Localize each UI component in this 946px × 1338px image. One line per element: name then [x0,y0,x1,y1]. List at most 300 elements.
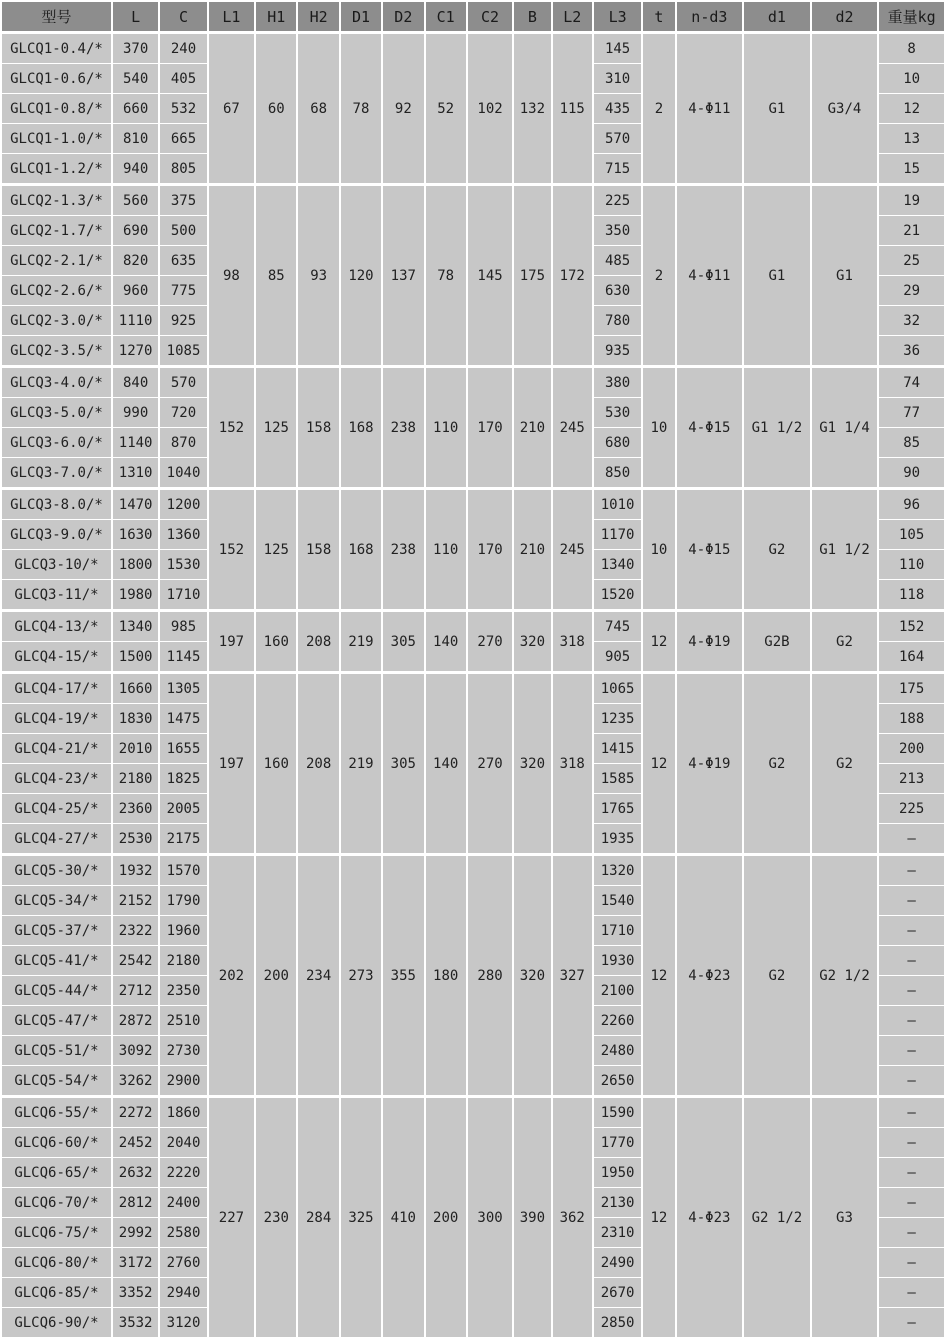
weight-cell: — [878,916,945,946]
shared-cell: 158 [297,367,339,489]
value-cell: 1065 [593,673,642,704]
weight-cell: 188 [878,704,945,734]
header-cell: d1 [743,1,811,33]
model-cell: GLCQ1-1.2/* [1,154,112,185]
weight-cell: 110 [878,550,945,580]
weight-cell: — [878,1188,945,1218]
header-cell: 重量kg [878,1,945,33]
shared-cell: 152 [208,367,255,489]
value-cell: 850 [593,458,642,489]
shared-cell: 245 [552,489,593,611]
shared-cell: G1 [743,33,811,185]
model-cell: GLCQ4-21/* [1,734,112,764]
shared-cell: 320 [513,673,551,855]
value-cell: 1660 [112,673,159,704]
weight-cell: — [878,1097,945,1128]
header-cell: H2 [297,1,339,33]
value-cell: 375 [159,185,207,216]
value-cell: 485 [593,246,642,276]
model-cell: GLCQ1-0.8/* [1,94,112,124]
shared-cell: G1 [743,185,811,367]
header-cell: D2 [382,1,424,33]
model-cell: GLCQ3-10/* [1,550,112,580]
value-cell: 530 [593,398,642,428]
header-cell: L2 [552,1,593,33]
shared-cell: 273 [340,855,382,1097]
value-cell: 1320 [593,855,642,886]
shared-cell: 320 [513,611,551,673]
shared-cell: 234 [297,855,339,1097]
value-cell: 1140 [112,428,159,458]
value-cell: 2100 [593,976,642,1006]
value-cell: 720 [159,398,207,428]
shared-cell: 170 [467,367,513,489]
shared-cell: 78 [340,33,382,185]
shared-cell: 140 [425,611,467,673]
weight-cell: 90 [878,458,945,489]
shared-cell: 152 [208,489,255,611]
value-cell: 2510 [159,1006,207,1036]
weight-cell: 12 [878,94,945,124]
value-cell: 840 [112,367,159,398]
shared-cell: 208 [297,611,339,673]
shared-cell: G2 [811,673,879,855]
shared-cell: G2B [743,611,811,673]
value-cell: 1270 [112,336,159,367]
weight-cell: 213 [878,764,945,794]
weight-cell: 25 [878,246,945,276]
shared-cell: 318 [552,673,593,855]
model-cell: GLCQ1-1.0/* [1,124,112,154]
value-cell: 660 [112,94,159,124]
shared-cell: 270 [467,673,513,855]
weight-cell: — [878,1218,945,1248]
value-cell: 2530 [112,824,159,855]
value-cell: 1980 [112,580,159,611]
value-cell: 3120 [159,1308,207,1338]
shared-cell: 4-Φ23 [676,855,744,1097]
model-cell: GLCQ4-27/* [1,824,112,855]
weight-cell: 175 [878,673,945,704]
shared-cell: G3/4 [811,33,879,185]
shared-cell: 125 [255,367,297,489]
shared-cell: 12 [642,855,675,1097]
model-cell: GLCQ2-1.3/* [1,185,112,216]
value-cell: 810 [112,124,159,154]
value-cell: 3262 [112,1066,159,1097]
weight-cell: — [878,1278,945,1308]
shared-cell: G1 1/2 [811,489,879,611]
shared-cell: 145 [467,185,513,367]
header-cell: H1 [255,1,297,33]
model-cell: GLCQ4-19/* [1,704,112,734]
shared-cell: 140 [425,673,467,855]
model-cell: GLCQ4-15/* [1,642,112,673]
model-cell: GLCQ6-90/* [1,1308,112,1338]
header-cell: 型号 [1,1,112,33]
value-cell: 680 [593,428,642,458]
value-cell: 350 [593,216,642,246]
weight-cell: — [878,1248,945,1278]
header-cell: C [159,1,207,33]
shared-cell: 390 [513,1097,551,1338]
model-cell: GLCQ3-6.0/* [1,428,112,458]
model-cell: GLCQ4-23/* [1,764,112,794]
value-cell: 990 [112,398,159,428]
value-cell: 630 [593,276,642,306]
weight-cell: 85 [878,428,945,458]
value-cell: 715 [593,154,642,185]
shared-cell: 12 [642,673,675,855]
value-cell: 2130 [593,1188,642,1218]
header-cell: D1 [340,1,382,33]
shared-cell: 125 [255,489,297,611]
value-cell: 925 [159,306,207,336]
shared-cell: G3 [811,1097,879,1338]
model-cell: GLCQ1-0.4/* [1,33,112,64]
value-cell: 2480 [593,1036,642,1066]
shared-cell: 284 [297,1097,339,1338]
value-cell: 2360 [112,794,159,824]
value-cell: 560 [112,185,159,216]
value-cell: 2760 [159,1248,207,1278]
shared-cell: 10 [642,489,675,611]
value-cell: 1470 [112,489,159,520]
shared-cell: G2 1/2 [743,1097,811,1338]
shared-cell: G2 [743,673,811,855]
shared-cell: 210 [513,489,551,611]
shared-cell: 68 [297,33,339,185]
value-cell: 1710 [159,580,207,611]
model-cell: GLCQ3-7.0/* [1,458,112,489]
value-cell: 240 [159,33,207,64]
shared-cell: 110 [425,489,467,611]
value-cell: 1950 [593,1158,642,1188]
weight-cell: 21 [878,216,945,246]
value-cell: 1520 [593,580,642,611]
header-row [1,1,945,33]
weight-cell: — [878,1128,945,1158]
header-cell: L1 [208,1,255,33]
shared-cell: 4-Φ19 [676,673,744,855]
value-cell: 1540 [593,886,642,916]
model-cell: GLCQ6-75/* [1,1218,112,1248]
shared-cell: 4-Φ11 [676,185,744,367]
weight-cell: — [878,946,945,976]
shared-cell: 210 [513,367,551,489]
shared-cell: 110 [425,367,467,489]
value-cell: 1585 [593,764,642,794]
shared-cell: G2 1/2 [811,855,879,1097]
shared-cell: 325 [340,1097,382,1338]
shared-cell: 238 [382,489,424,611]
value-cell: 405 [159,64,207,94]
value-cell: 3352 [112,1278,159,1308]
value-cell: 820 [112,246,159,276]
shared-cell: G1 1/4 [811,367,879,489]
shared-cell: 300 [467,1097,513,1338]
value-cell: 2670 [593,1278,642,1308]
value-cell: 3092 [112,1036,159,1066]
shared-cell: 208 [297,673,339,855]
value-cell: 2350 [159,976,207,1006]
shared-cell: 200 [255,855,297,1097]
value-cell: 2400 [159,1188,207,1218]
value-cell: 2452 [112,1128,159,1158]
value-cell: 1360 [159,520,207,550]
value-cell: 1570 [159,855,207,886]
shared-cell: 280 [467,855,513,1097]
value-cell: 635 [159,246,207,276]
shared-cell: 98 [208,185,255,367]
value-cell: 2632 [112,1158,159,1188]
value-cell: 2152 [112,886,159,916]
shared-cell: 219 [340,673,382,855]
table-row [1,855,945,886]
shared-cell: 318 [552,611,593,673]
model-cell: GLCQ5-34/* [1,886,112,916]
model-cell: GLCQ3-4.0/* [1,367,112,398]
weight-cell: 96 [878,489,945,520]
value-cell: 1040 [159,458,207,489]
model-cell: GLCQ5-30/* [1,855,112,886]
header-cell: L3 [593,1,642,33]
model-cell: GLCQ6-65/* [1,1158,112,1188]
shared-cell: 2 [642,185,675,367]
table-row [1,33,945,64]
shared-cell: 270 [467,611,513,673]
shared-cell: 4-Φ15 [676,489,744,611]
shared-cell: 12 [642,611,675,673]
shared-cell: 10 [642,367,675,489]
value-cell: 2322 [112,916,159,946]
value-cell: 690 [112,216,159,246]
weight-cell: 74 [878,367,945,398]
model-cell: GLCQ5-37/* [1,916,112,946]
header-cell: C2 [467,1,513,33]
table-row [1,185,945,216]
header-cell: C1 [425,1,467,33]
model-cell: GLCQ3-5.0/* [1,398,112,428]
weight-cell: 29 [878,276,945,306]
shared-cell: 327 [552,855,593,1097]
weight-cell: 105 [878,520,945,550]
weight-cell: 10 [878,64,945,94]
value-cell: 1340 [112,611,159,642]
value-cell: 1530 [159,550,207,580]
value-cell: 435 [593,94,642,124]
weight-cell: — [878,1158,945,1188]
value-cell: 1340 [593,550,642,580]
weight-cell: 19 [878,185,945,216]
value-cell: 1475 [159,704,207,734]
value-cell: 3532 [112,1308,159,1338]
shared-cell: 92 [382,33,424,185]
shared-cell: 197 [208,611,255,673]
value-cell: 1765 [593,794,642,824]
shared-cell: 320 [513,855,551,1097]
shared-cell: 245 [552,367,593,489]
value-cell: 1930 [593,946,642,976]
shared-cell: 197 [208,673,255,855]
value-cell: 1110 [112,306,159,336]
model-cell: GLCQ6-70/* [1,1188,112,1218]
value-cell: 1085 [159,336,207,367]
shared-cell: 219 [340,611,382,673]
value-cell: 1932 [112,855,159,886]
shared-cell: 102 [467,33,513,185]
model-cell: GLCQ3-11/* [1,580,112,611]
header-cell: d2 [811,1,879,33]
model-cell: GLCQ2-1.7/* [1,216,112,246]
value-cell: 1830 [112,704,159,734]
table-row [1,367,945,398]
value-cell: 1860 [159,1097,207,1128]
value-cell: 1770 [593,1128,642,1158]
weight-cell: — [878,976,945,1006]
value-cell: 570 [159,367,207,398]
value-cell: 2872 [112,1006,159,1036]
value-cell: 745 [593,611,642,642]
shared-cell: 115 [552,33,593,185]
value-cell: 1170 [593,520,642,550]
value-cell: 1145 [159,642,207,673]
value-cell: 2712 [112,976,159,1006]
shared-cell: 200 [425,1097,467,1338]
weight-cell: — [878,855,945,886]
value-cell: 500 [159,216,207,246]
weight-cell: — [878,1066,945,1097]
shared-cell: 160 [255,611,297,673]
table-header [1,1,945,33]
value-cell: 2850 [593,1308,642,1338]
shared-cell: 410 [382,1097,424,1338]
model-cell: GLCQ2-3.5/* [1,336,112,367]
shared-cell: 120 [340,185,382,367]
value-cell: 540 [112,64,159,94]
weight-cell: 32 [878,306,945,336]
shared-cell: 85 [255,185,297,367]
shared-cell: G2 [811,611,879,673]
shared-cell: G2 [743,855,811,1097]
shared-cell: 168 [340,367,382,489]
table-row [1,489,945,520]
table-body [1,33,945,1338]
model-cell: GLCQ5-41/* [1,946,112,976]
weight-cell: — [878,886,945,916]
value-cell: 2260 [593,1006,642,1036]
value-cell: 1935 [593,824,642,855]
value-cell: 665 [159,124,207,154]
shared-cell: 202 [208,855,255,1097]
table-row [1,673,945,704]
value-cell: 1415 [593,734,642,764]
value-cell: 310 [593,64,642,94]
shared-cell: 168 [340,489,382,611]
value-cell: 532 [159,94,207,124]
model-cell: GLCQ4-17/* [1,673,112,704]
shared-cell: 238 [382,367,424,489]
header-cell: L [112,1,159,33]
shared-cell: 60 [255,33,297,185]
weight-cell: 77 [878,398,945,428]
shared-cell: 230 [255,1097,297,1338]
shared-cell: 355 [382,855,424,1097]
weight-cell: 36 [878,336,945,367]
model-cell: GLCQ5-54/* [1,1066,112,1097]
value-cell: 2180 [112,764,159,794]
value-cell: 1800 [112,550,159,580]
shared-cell: 362 [552,1097,593,1338]
value-cell: 2992 [112,1218,159,1248]
model-cell: GLCQ5-51/* [1,1036,112,1066]
value-cell: 905 [593,642,642,673]
weight-cell: 8 [878,33,945,64]
value-cell: 935 [593,336,642,367]
weight-cell: 200 [878,734,945,764]
table-row [1,611,945,642]
value-cell: 3172 [112,1248,159,1278]
model-cell: GLCQ6-85/* [1,1278,112,1308]
value-cell: 780 [593,306,642,336]
shared-cell: 78 [425,185,467,367]
value-cell: 2220 [159,1158,207,1188]
value-cell: 1710 [593,916,642,946]
shared-cell: 227 [208,1097,255,1338]
model-cell: GLCQ3-8.0/* [1,489,112,520]
value-cell: 2310 [593,1218,642,1248]
weight-cell: 164 [878,642,945,673]
value-cell: 870 [159,428,207,458]
model-cell: GLCQ6-80/* [1,1248,112,1278]
shared-cell: 180 [425,855,467,1097]
value-cell: 940 [112,154,159,185]
header-cell: t [642,1,675,33]
value-cell: 145 [593,33,642,64]
value-cell: 1010 [593,489,642,520]
weight-cell: — [878,1006,945,1036]
value-cell: 2005 [159,794,207,824]
value-cell: 2730 [159,1036,207,1066]
shared-cell: 305 [382,611,424,673]
value-cell: 1790 [159,886,207,916]
value-cell: 2490 [593,1248,642,1278]
shared-cell: 160 [255,673,297,855]
shared-cell: 93 [297,185,339,367]
model-cell: GLCQ6-55/* [1,1097,112,1128]
value-cell: 2940 [159,1278,207,1308]
model-cell: GLCQ2-2.6/* [1,276,112,306]
shared-cell: 4-Φ23 [676,1097,744,1338]
value-cell: 2010 [112,734,159,764]
value-cell: 1630 [112,520,159,550]
shared-cell: 4-Φ11 [676,33,744,185]
value-cell: 805 [159,154,207,185]
shared-cell: 132 [513,33,551,185]
weight-cell: 13 [878,124,945,154]
value-cell: 2900 [159,1066,207,1097]
value-cell: 1305 [159,673,207,704]
weight-cell: — [878,824,945,855]
shared-cell: 175 [513,185,551,367]
weight-cell: — [878,1308,945,1338]
header-cell: B [513,1,551,33]
value-cell: 2580 [159,1218,207,1248]
value-cell: 775 [159,276,207,306]
shared-cell: G1 1/2 [743,367,811,489]
value-cell: 2542 [112,946,159,976]
shared-cell: G2 [743,489,811,611]
